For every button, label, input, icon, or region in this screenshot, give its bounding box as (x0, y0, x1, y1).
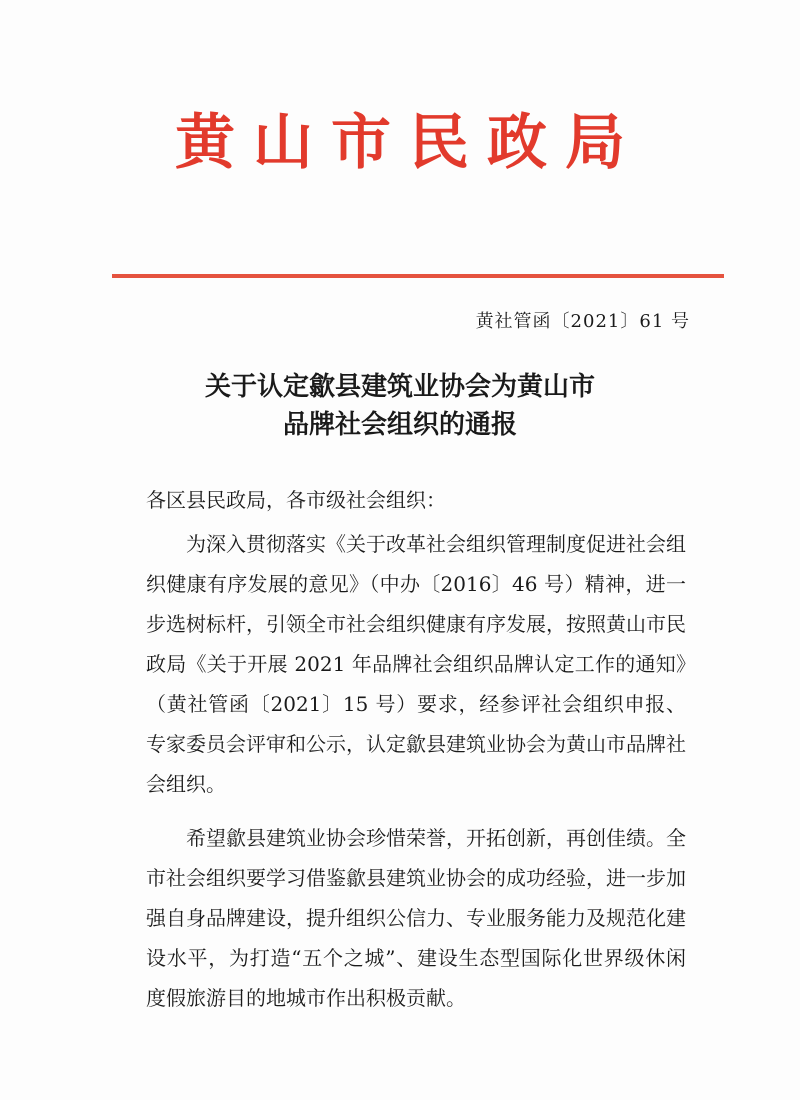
letterhead-red-rule (112, 274, 724, 278)
body-paragraph-1: 为深入贯彻落实《关于改革社会组织管理制度促进社会组织健康有序发展的意见》（中办〔2016〕46 号）精神，进一步选树标杆，引领全市社会组织健康有序发展，按照黄山市民政局《关于开展 2021 年品牌社会组织品牌认定工作的通知》（黄社管函〔2021〕15 号）要求，经参评社会组织申报、专家委员会评审和公示，认定歙县建筑业协会为黄山市品牌社会组织。 (146, 532, 686, 796)
document-body (146, 480, 686, 1018)
letterhead-agency-name: 黄山市民政局 (175, 108, 643, 178)
document-title-line-1: 关于认定歙县建筑业协会为黄山市 (204, 372, 595, 402)
document-number: 黄社管函〔2021〕61 号 (475, 311, 690, 332)
body-paragraph-2: 希望歙县建筑业协会珍惜荣誉，开拓创新，再创佳绩。全市社会组织要学习借鉴歙县建筑业协会的成功经验，进一步加强自身品牌建设，提升组织公信力、专业服务能力及规范化建设水平，为打造“五个之城”、建设生态型国际化世界级休闲度假旅游目的地城市作出积极贡献。 (146, 826, 686, 1010)
document-title (0, 368, 800, 444)
salutation: 各区县民政局，各市级社会组织： (146, 488, 446, 512)
document-title-line-2: 品牌社会组织的通报 (282, 410, 517, 440)
